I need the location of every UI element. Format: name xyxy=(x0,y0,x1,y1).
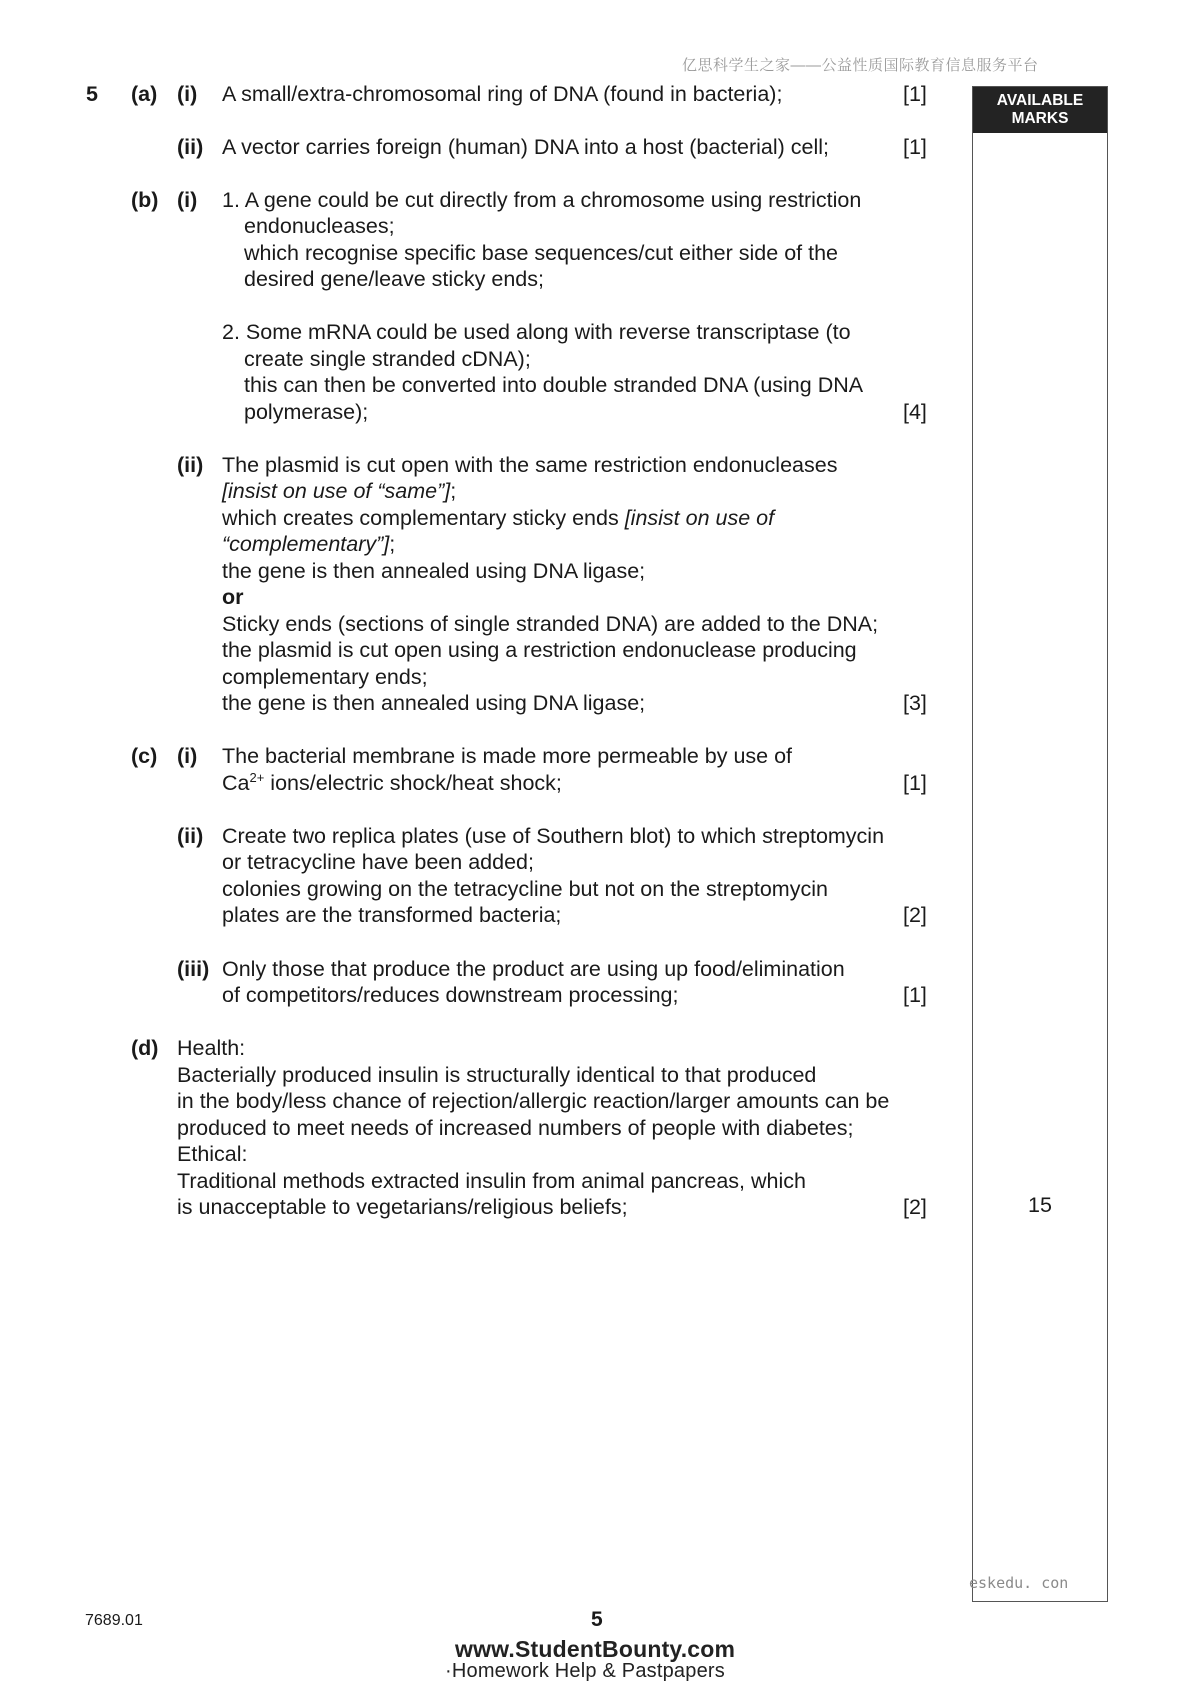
available-marks-header xyxy=(973,87,1107,133)
answer-d-line7: is unacceptable to vegetarians/religious beliefs; xyxy=(177,1195,628,1219)
answer-d-ethical-heading: Ethical: xyxy=(177,1142,248,1166)
answer-b-i-line1: 1. A gene could be cut directly from a chromosome using restriction xyxy=(222,188,862,212)
answer-b-ii-line10: the gene is then annealed using DNA ligase; xyxy=(222,691,646,715)
answer-b-ii-or: or xyxy=(222,585,244,609)
mark-b-i: [4] xyxy=(903,400,927,424)
marks-header-line1: AVAILABLE xyxy=(996,92,1084,109)
answer-b-i-line6: create single stranded cDNA); xyxy=(244,347,531,371)
available-marks-column xyxy=(972,86,1108,1602)
footer-watermark-tagline: ·Homework Help & Pastpapers xyxy=(445,1660,725,1682)
question-number: 5 xyxy=(86,82,98,106)
answer-b-i-line7: this can then be converted into double stranded DNA (using DNA xyxy=(244,373,864,397)
answer-d-line6: Traditional methods extracted insulin from animal pancreas, which xyxy=(177,1169,806,1193)
answer-a-ii: A vector carries foreign (human) DNA into a host (bacterial) cell; xyxy=(222,135,830,159)
subpart-label-b-i: (i) xyxy=(177,188,198,212)
answer-b-i-line5: 2. Some mRNA could be used along with reverse transcriptase (to xyxy=(222,320,851,344)
subpart-label-b-ii: (ii) xyxy=(177,453,204,477)
answer-b-ii-line7: Sticky ends (sections of single stranded DNA) are added to the DNA; xyxy=(222,612,879,636)
answer-b-ii-line8: the plasmid is cut open using a restriction endonuclease producing xyxy=(222,638,857,662)
footer-watermark-url: www.StudentBounty.com xyxy=(455,1636,736,1662)
answer-b-ii-line2 xyxy=(222,478,456,505)
answer-b-i-line3: which recognise specific base sequences/cut either side of the xyxy=(244,241,838,265)
examiner-note-same: [insist on use of “same”] xyxy=(222,479,451,503)
subpart-label-c-iii: (iii) xyxy=(177,957,210,981)
answer-c-iii-line2: of competitors/reduces downstream processing; xyxy=(222,983,679,1007)
paper-code: 7689.01 xyxy=(85,1612,143,1629)
answer-b-ii-line3 xyxy=(222,505,774,532)
part-label-d: (d) xyxy=(131,1036,159,1060)
part-label-b: (b) xyxy=(131,188,159,212)
answer-c-ii-line4: plates are the transformed bacteria; xyxy=(222,903,562,927)
answer-a-i: A small/extra-chromosomal ring of DNA (found in bacteria); xyxy=(222,82,783,106)
answer-d-health-heading: Health: xyxy=(177,1036,246,1060)
mark-d: [2] xyxy=(903,1195,927,1219)
answer-c-iii-line1: Only those that produce the product are using up food/elimination xyxy=(222,957,845,981)
answer-b-ii-line3-text: which creates complementary sticky ends xyxy=(222,506,625,530)
answer-c-i-line1: The bacterial membrane is made more permeable by use of xyxy=(222,744,793,768)
subpart-label-a-ii: (ii) xyxy=(177,135,204,159)
subpart-label-a-i: (i) xyxy=(177,82,198,106)
subpart-label-c-ii: (ii) xyxy=(177,824,204,848)
answer-b-ii-line9: complementary ends; xyxy=(222,665,428,689)
answer-d-line3: in the body/less chance of rejection/allergic reaction/larger amounts can be xyxy=(177,1089,890,1113)
answer-c-ii-line3: colonies growing on the tetracycline but not on the streptomycin xyxy=(222,877,828,901)
answer-c-i-line2 xyxy=(222,770,562,797)
mark-a-i: [1] xyxy=(903,82,927,106)
answer-d-line2: Bacterially produced insulin is structurally identical to that produced xyxy=(177,1063,817,1087)
calcium-charge: 2+ xyxy=(249,770,265,785)
answer-c-ii-line1: Create two replica plates (use of Southern blot) to which streptomycin xyxy=(222,824,885,848)
mark-c-iii: [1] xyxy=(903,983,927,1007)
part-label-c: (c) xyxy=(131,744,158,768)
part-label-a: (a) xyxy=(131,82,158,106)
examiner-note-complementary-end: “complementary”] xyxy=(222,532,390,556)
calcium-symbol: Ca xyxy=(222,771,250,795)
mark-c-i: [1] xyxy=(903,771,927,795)
mark-c-ii: [2] xyxy=(903,903,927,927)
answer-b-i-line2: endonucleases; xyxy=(244,214,395,238)
watermark-bottom: eskedu. con xyxy=(969,1574,1069,1592)
answer-c-i-line2-text: ions/electric shock/heat shock; xyxy=(264,771,562,795)
answer-b-ii-line5: the gene is then annealed using DNA ligase; xyxy=(222,559,646,583)
watermark-top: 亿思科学生之家——公益性质国际教育信息服务平台 xyxy=(682,57,1039,74)
total-available-marks: 15 xyxy=(1028,1193,1052,1217)
answer-b-i-line4: desired gene/leave sticky ends; xyxy=(244,267,544,291)
mark-b-ii: [3] xyxy=(903,691,927,715)
answer-b-ii-line1: The plasmid is cut open with the same restriction endonucleases xyxy=(222,453,838,477)
marks-header-line2: MARKS xyxy=(1011,110,1069,127)
subpart-label-c-i: (i) xyxy=(177,744,198,768)
answer-b-i-line8: polymerase); xyxy=(244,400,369,424)
page-number: 5 xyxy=(591,1608,603,1631)
examiner-note-complementary-start: [insist on use of xyxy=(624,506,775,530)
mark-a-ii: [1] xyxy=(903,135,927,159)
answer-b-ii-line4-end: ; xyxy=(389,532,396,556)
answer-c-ii-line2: or tetracycline have been added; xyxy=(222,850,534,874)
answer-b-ii-line2-end: ; xyxy=(450,479,457,503)
answer-b-ii-line4 xyxy=(222,531,395,558)
answer-d-line4: produced to meet needs of increased numbers of people with diabetes; xyxy=(177,1116,854,1140)
